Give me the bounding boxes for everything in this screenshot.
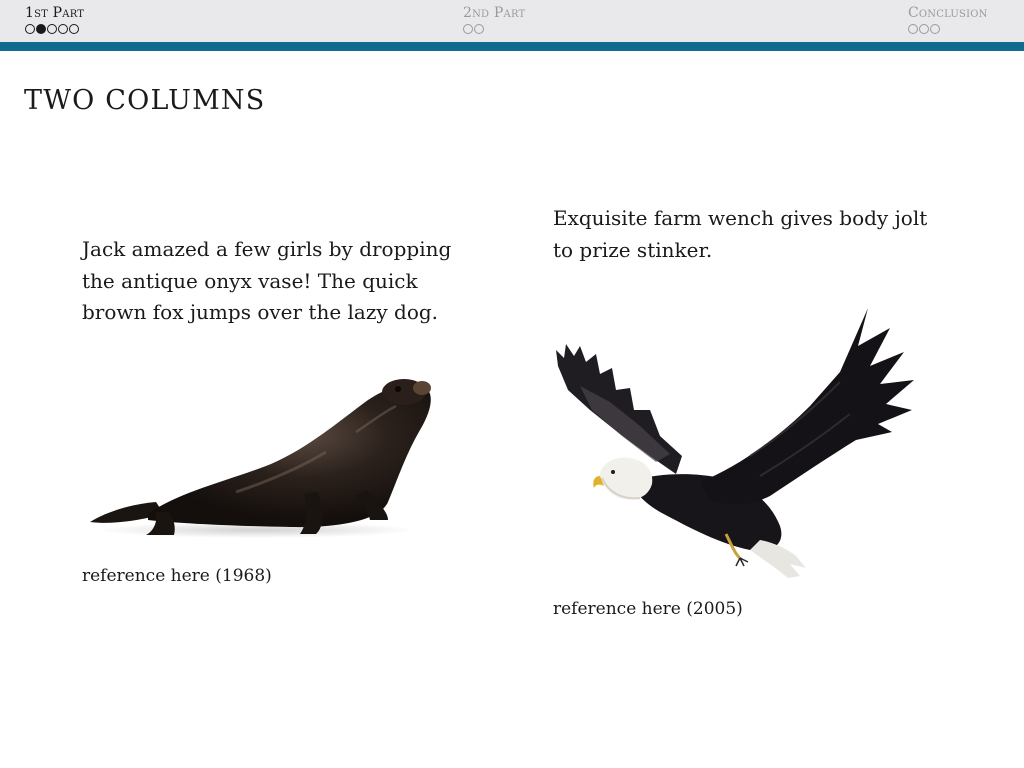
nav-dot[interactable] xyxy=(908,24,918,34)
bald-eagle-image xyxy=(550,306,920,588)
right-reference: reference here (2005) xyxy=(553,599,743,619)
nav-dot[interactable] xyxy=(58,24,68,34)
nav-dots xyxy=(25,24,84,34)
header-accent-rule xyxy=(0,42,1024,51)
left-column-text: Jack amazed a few girls by dropping the antique onyx vase! The quick brown fox jumps over the lazy dog. xyxy=(82,237,452,324)
nav-dot[interactable] xyxy=(919,24,929,34)
nav-dot[interactable] xyxy=(69,24,79,34)
nav-dot[interactable] xyxy=(930,24,940,34)
nav-dot[interactable] xyxy=(463,24,473,34)
nav-dot-current[interactable] xyxy=(36,24,46,34)
left-reference: reference here (1968) xyxy=(82,566,272,586)
frame-title: TWO COLUMNS xyxy=(24,85,266,116)
nav-section-title[interactable]: Conclusion xyxy=(908,5,988,21)
nav-section-1st-part[interactable] xyxy=(25,5,84,34)
nav-dots xyxy=(908,24,988,34)
seal-image xyxy=(86,372,442,542)
right-column-text: Exquisite farm wench gives body jolt to prize stinker. xyxy=(553,206,928,262)
nav-section-2nd-part[interactable] xyxy=(463,5,525,34)
nav-dot[interactable] xyxy=(25,24,35,34)
nav-section-title[interactable]: 2nd Part xyxy=(463,5,526,21)
nav-section-title[interactable]: 1st Part xyxy=(25,5,85,21)
nav-dot[interactable] xyxy=(474,24,484,34)
nav-dot[interactable] xyxy=(47,24,57,34)
nav-dots xyxy=(463,24,525,34)
navigation-bar xyxy=(0,0,1024,42)
nav-section-conclusion[interactable] xyxy=(908,5,988,34)
